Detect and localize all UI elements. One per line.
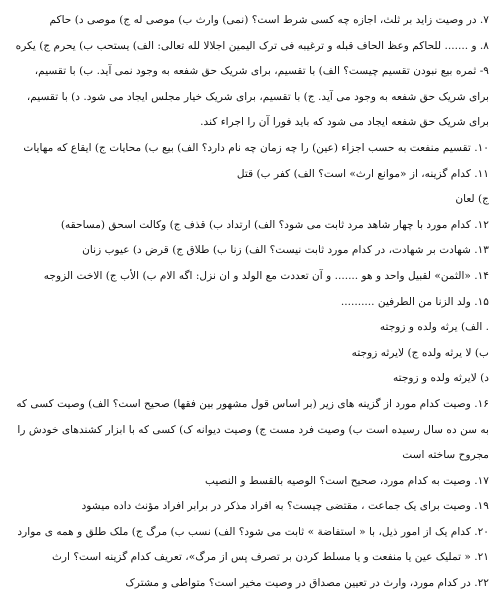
question-22: ۲۲. در کدام مورد، وارث در تعیین مصداق در وصیت مخیر است؟ متواطی و مشترک (125, 577, 489, 590)
question-10: ۱۰. تقسیم منفعت به حسب اجزاء (عین) را چه زمان چه نام دارد؟ الف) بیع ب) محایات ج) ایقاع که مهایات (23, 141, 489, 154)
question-9-cont-1: برای شریک حق شفعه به وجود می آید. ج) با تقسیم، برای شریک خیار مجلس ایجاد می شود. د) با تقسیم، (26, 90, 489, 103)
question-15-option-a: . الف) یرثه ولده و زوجته (379, 321, 489, 334)
question-8: ۸. و ....... للحاکم وعظ الحاف قبله و ترغیبه فی ترک الیمین اجلالا لله تعالی: الف) یستحب ب) یحرم ج) یکره (15, 39, 489, 52)
question-21: ۲۱. « تملیک عین یا منفعت و یا مسلط کردن بر تصرف پس از مرگ»، تعریف کدام گزینه است؟ ارث (51, 551, 489, 564)
question-11: ۱۱. کدام گزینه، از «موانع ارث» است؟ الف) کفر ب) قتل (236, 167, 489, 180)
question-14: ۱۴. «الثمن» لقبیل واحد و هو ....... و آن تعددت مع الولد و ان نزل: اگه الام ب) الأب ج) الاخت الزوجه (43, 269, 489, 282)
question-16-cont-1: به سن ده سال رسیده است ب) وصیت فرد مست ج) وصیت دیوانه ک) کسی که با ابزار کشندهای خودش را (17, 423, 489, 436)
question-19: ۱۹. وصیت برای یک جماعت ، مقتضی چیست؟ به افراد مذکر در برابر افراد مؤنث داده میشود (81, 500, 489, 513)
question-15-option-bc: ب) لا یرثه ولده ج) لایرثه زوجته (351, 346, 489, 359)
question-15: ۱۵. ولد الزنا من الطرفین .......... (340, 295, 489, 308)
question-7: ۷. در وصیت زاید بر ثلث، اجازه چه کسی شرط است؟ (نمی) وارث ب) موصی له ج) موصی د) حاکم (49, 14, 489, 26)
question-16-cont-2: مجروح ساخته است (402, 449, 489, 462)
question-9-cont-2: برای شریک حق شفعه ایجاد می شود که باید فورا آن را اجراء کند. (200, 116, 489, 129)
question-11-option-c: ج) لعان (455, 193, 489, 206)
question-15-option-d: د) لایرثه ولده و زوجته (392, 372, 489, 385)
question-13: ۱۳. شهادت بر شهادت، در کدام مورد ثابت نیست؟ الف) زنا ب) طلاق ج) قرض د) عیوب زنان (82, 244, 489, 257)
question-12: ۱۲. کدام مورد با چهار شاهد مرد ثابت می شود؟ الف) ارتداد ب) قذف ج) وکالت اسحق (مساحقه) (60, 218, 489, 231)
question-16: ۱۶. وصیت کدام مورد از گزینه های زیر (بر اساس قول مشهور بین فقها) صحیح است؟ الف) وصیت کسی که (16, 397, 489, 410)
question-9: ۹- ثمره بیع نبودن تقسیم چیست؟ الف) با تقسیم، برای شریک حق شفعه به وجود نمی آید. ب) با تقسیم، (34, 65, 489, 78)
question-20: ۲۰. کدام یک از امور ذیل، با « استفاضة » ثابت می شود؟ الف) نسب ب) مرگ ج) ملک طلق و همه ی موارد (17, 525, 489, 538)
question-17: ۱۷. وصیت به کدام مورد، صحیح است؟ الوصیه بالقسط و النصیب (204, 474, 489, 487)
